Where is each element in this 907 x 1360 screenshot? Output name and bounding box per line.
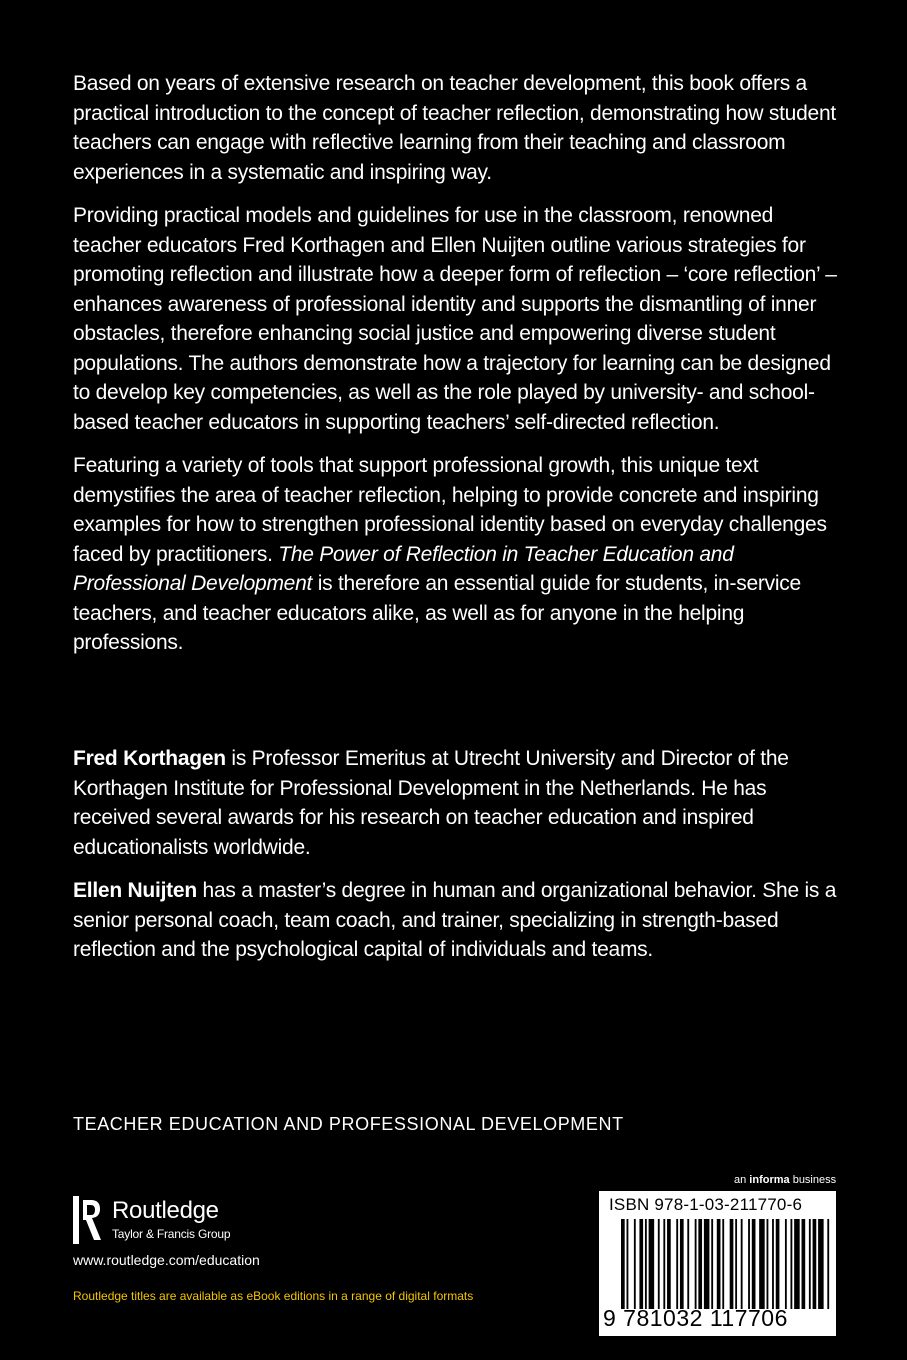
author-bio-fred-korthagen xyxy=(73,744,843,862)
barcode-bar xyxy=(735,1219,737,1309)
barcode-bar xyxy=(809,1219,811,1309)
ebook-note: Routledge titles are available as eBook editions in a range of digital formats xyxy=(73,1289,474,1303)
author-name: Fred Korthagen xyxy=(73,747,226,770)
barcode-bar xyxy=(698,1219,702,1309)
isbn-label: ISBN 978-1-03-211770-6 xyxy=(609,1195,803,1214)
barcode-bar xyxy=(767,1219,769,1309)
barcode-bar xyxy=(759,1219,765,1309)
barcode-bar xyxy=(785,1219,787,1309)
barcode-bar xyxy=(722,1219,724,1309)
barcode-bar xyxy=(772,1219,774,1309)
barcode-bar xyxy=(680,1219,684,1309)
barcode-icon xyxy=(621,1219,831,1309)
barcode-bar xyxy=(813,1219,817,1309)
author-bio-text: has a master’s degree in human and organizational behavior. She is a senior personal coach, team coach, and trainer, specializing in strength-based reflection and the psychological capital of individuals and teams. xyxy=(73,879,837,961)
barcode-bar xyxy=(676,1219,678,1309)
barcode-bar xyxy=(790,1219,792,1309)
barcode-bar xyxy=(711,1219,713,1309)
barcode-bar xyxy=(748,1219,750,1309)
paragraph-3-text-before: Featuring a variety of tools that support professional growth, this unique text demystifies the area of teacher reflection, helping to provide concrete and inspiring examples for how to strengthen professional identity based on everyday challenges faced by practitioners. xyxy=(73,454,827,566)
barcode-bar xyxy=(704,1219,710,1309)
informa-prefix: an xyxy=(734,1174,750,1186)
publisher-group: Taylor & Francis Group xyxy=(112,1227,231,1241)
barcode-bar xyxy=(818,1219,824,1309)
barcode-bar xyxy=(695,1219,697,1309)
barcode-bar xyxy=(687,1219,689,1309)
isbn-barcode-box xyxy=(599,1191,836,1336)
barcode-bar xyxy=(627,1219,629,1309)
series-title: TEACHER EDUCATION AND PROFESSIONAL DEVELOPMENT xyxy=(73,1114,624,1134)
barcode-bar xyxy=(827,1219,829,1309)
barcode-bar xyxy=(639,1219,643,1309)
author-name: Ellen Nuijten xyxy=(73,879,197,902)
description-paragraph-3 xyxy=(73,451,843,658)
barcode-bar xyxy=(621,1219,625,1309)
author-bios xyxy=(73,744,843,979)
routledge-logo-icon xyxy=(73,1196,103,1244)
barcode-bar xyxy=(752,1219,756,1309)
barcode-bar xyxy=(667,1219,671,1309)
informa-business-tag xyxy=(734,1174,836,1186)
author-bio-ellen-nuijten xyxy=(73,876,843,965)
barcode-bar xyxy=(776,1219,780,1309)
book-title: The Power of Reflection in Teacher Education and Professional Development xyxy=(73,542,734,595)
publisher-url[interactable]: www.routledge.com/education xyxy=(73,1252,260,1268)
paragraph-3-text-after: is therefore an essential guide for students, in-service teachers, and teacher educators alike, as well as for anyone in the helping professions. xyxy=(73,572,801,654)
description-paragraph-1: Based on years of extensive research on teacher development, this book offers a practical introduction to the concept of teacher reflection, demonstrating how student teachers can engage with reflective learning from their teaching and classroom experiences in a systematic and inspiring way. xyxy=(73,72,836,184)
barcode-bar xyxy=(717,1219,721,1309)
barcode-bar xyxy=(645,1219,647,1309)
description-paragraph-2: Providing practical models and guidelines for use in the classroom, renowned teacher educators Fred Korthagen and Ellen Nuijten outline various strategies for promoting reflection and illustrate how a deeper form of reflection – ‘core reflection’ – enhances awareness of professional identity and supports the dismantling of inner obstacles, therefore enhancing social justice and empowering diverse student populations. The authors demonstrate how a trajectory for learning can be designed to develop key competencies, as well as the role played by university- and school-based teacher educators in supporting teachers’ self-directed reflection. xyxy=(73,204,837,434)
publisher-name: Routledge xyxy=(112,1197,219,1224)
barcode-bar xyxy=(741,1219,743,1309)
description-block xyxy=(73,69,843,672)
barcode-bar xyxy=(802,1219,806,1309)
informa-suffix: business xyxy=(789,1174,837,1186)
barcode-digits: 9 781032 117706 xyxy=(603,1305,788,1331)
barcode-bar xyxy=(663,1219,665,1309)
barcode-bar xyxy=(649,1219,655,1309)
author-bio-text: is Professor Emeritus at Utrecht University and Director of the Korthagen Institute for Professional Development in the Netherlands. He has received several awards for his research on teacher education and inspired educationalists worldwide. xyxy=(73,747,789,859)
barcode-bar xyxy=(730,1219,734,1309)
barcode-bar xyxy=(658,1219,660,1309)
barcode-bar xyxy=(634,1219,636,1309)
barcode-bar xyxy=(794,1219,800,1309)
informa-brand: informa xyxy=(749,1174,790,1186)
